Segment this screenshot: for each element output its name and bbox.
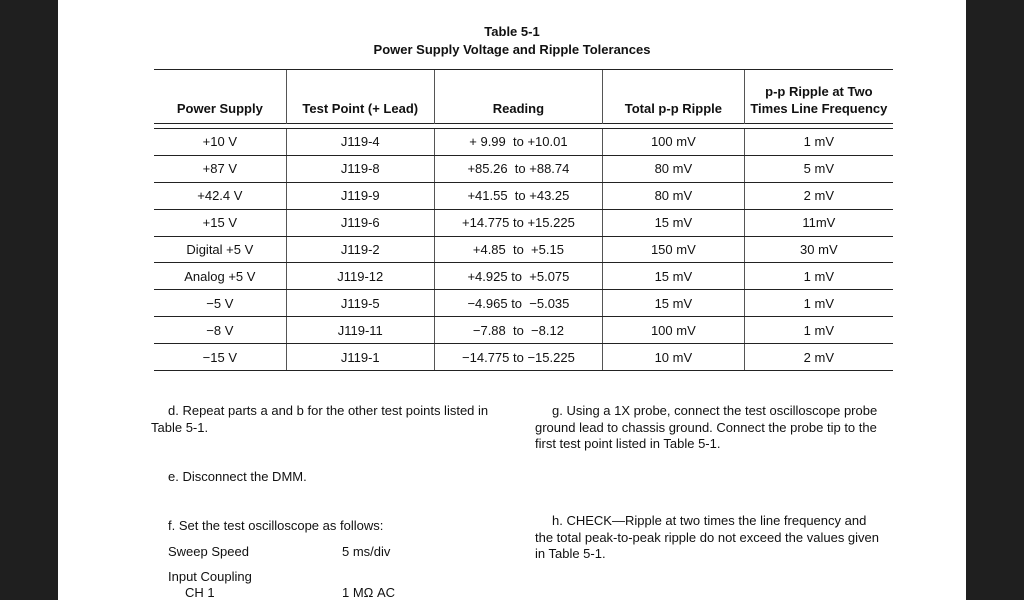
step-h-line3: in Table 5-1. <box>535 546 606 561</box>
col-header-reading: Reading <box>434 70 602 124</box>
col-header-power-supply: Power Supply <box>154 70 286 124</box>
step-g-line2: ground lead to chassis ground. Connect the probe tip to the <box>535 419 877 435</box>
ripple-two-times-cell: 30 mV <box>744 236 893 263</box>
table-row <box>154 155 893 182</box>
reading-cell: −7.88 to −8.12 <box>434 317 602 344</box>
reading-cell: −4.965 to −5.035 <box>434 290 602 317</box>
ripple-two-times-cell: 1 mV <box>744 317 893 344</box>
power-supply-cell: Analog +5 V <box>154 263 286 290</box>
ripple-two-times-cell: 1 mV <box>744 290 893 317</box>
test-point-cell: J119-11 <box>286 317 434 344</box>
power-supply-cell: +42.4 V <box>154 182 286 209</box>
reading-cell: + 9.99 to +10.01 <box>434 129 602 156</box>
ch1-value: 1 MΩ AC <box>342 585 396 600</box>
power-supply-cell: −5 V <box>154 290 286 317</box>
col-header-total-ripple: Total p-p Ripple <box>603 70 745 124</box>
step-d-line1: d. Repeat parts a and b for the other test points listed in <box>168 403 489 418</box>
test-point-cell: J119-12 <box>286 263 434 290</box>
total-ripple-cell: 15 mV <box>603 263 745 290</box>
step-f: f. Set the test oscilloscope as follows: <box>168 518 384 533</box>
sweep-speed-value: 5 ms/div <box>342 544 391 559</box>
test-point-cell: J119-2 <box>286 236 434 263</box>
ripple-two-times-cell: 2 mV <box>744 344 893 371</box>
ripple-two-times-cell: 2 mV <box>744 182 893 209</box>
step-d <box>151 403 528 436</box>
table-number: Table 5-1 <box>484 24 540 39</box>
ch1-label: CH 1 <box>185 585 215 600</box>
reading-cell: +14.775 to +15.225 <box>434 209 602 236</box>
test-point-cell: J119-5 <box>286 290 434 317</box>
test-point-cell: J119-9 <box>286 182 434 209</box>
table-header-row <box>154 70 893 124</box>
total-ripple-cell: 100 mV <box>603 129 745 156</box>
total-ripple-cell: 80 mV <box>603 155 745 182</box>
total-ripple-cell: 15 mV <box>603 209 745 236</box>
step-h-line1: h. CHECK—Ripple at two times the line frequency and <box>552 513 867 528</box>
step-h-line2: the total peak-to-peak ripple do not exceed the values given <box>535 529 880 545</box>
power-supply-cell: +10 V <box>154 129 286 156</box>
table-row <box>154 290 893 317</box>
document-page <box>58 0 966 600</box>
test-point-cell: J119-8 <box>286 155 434 182</box>
test-point-cell: J119-4 <box>286 129 434 156</box>
total-ripple-cell: 150 mV <box>603 236 745 263</box>
test-point-cell: J119-1 <box>286 344 434 371</box>
ripple-two-times-cell: 1 mV <box>744 129 893 156</box>
total-ripple-cell: 80 mV <box>603 182 745 209</box>
table-row <box>154 209 893 236</box>
input-coupling-label: Input Coupling <box>168 569 252 584</box>
table-row <box>154 236 893 263</box>
table-row <box>154 263 893 290</box>
col-header-test-point: Test Point (+ Lead) <box>286 70 434 124</box>
power-supply-cell: +87 V <box>154 155 286 182</box>
power-supply-cell: −8 V <box>154 317 286 344</box>
step-h <box>535 513 895 563</box>
step-g-line3: first test point listed in Table 5-1. <box>535 436 721 451</box>
table-row <box>154 317 893 344</box>
test-point-cell: J119-6 <box>286 209 434 236</box>
tolerance-table <box>154 69 893 371</box>
step-g-line1: g. Using a 1X probe, connect the test oscilloscope probe <box>552 403 878 418</box>
ripple-two-times-cell: 1 mV <box>744 263 893 290</box>
step-e: e. Disconnect the DMM. <box>168 469 307 484</box>
step-g <box>535 403 895 453</box>
reading-cell: +85.26 to +88.74 <box>434 155 602 182</box>
power-supply-cell: −15 V <box>154 344 286 371</box>
reading-cell: +4.85 to +5.15 <box>434 236 602 263</box>
total-ripple-cell: 15 mV <box>603 290 745 317</box>
step-d-line2: Table 5-1. <box>151 419 209 435</box>
total-ripple-cell: 10 mV <box>603 344 745 371</box>
ripple-two-times-cell: 5 mV <box>744 155 893 182</box>
col-header-ripple-two-times: p-p Ripple at Two Times Line Frequency <box>744 70 893 124</box>
table-row <box>154 344 893 371</box>
running-header-fragment <box>714 0 894 3</box>
reading-cell: +4.925 to +5.075 <box>434 263 602 290</box>
reading-cell: +41.55 to +43.25 <box>434 182 602 209</box>
table-row <box>154 182 893 209</box>
power-supply-cell: +15 V <box>154 209 286 236</box>
ripple-two-times-cell: 11mV <box>744 209 893 236</box>
table-row <box>154 129 893 156</box>
sweep-speed-label: Sweep Speed <box>168 544 249 559</box>
total-ripple-cell: 100 mV <box>603 317 745 344</box>
reading-cell: −14.775 to −15.225 <box>434 344 602 371</box>
power-supply-cell: Digital +5 V <box>154 236 286 263</box>
table-title: Power Supply Voltage and Ripple Tolerances <box>373 42 651 57</box>
